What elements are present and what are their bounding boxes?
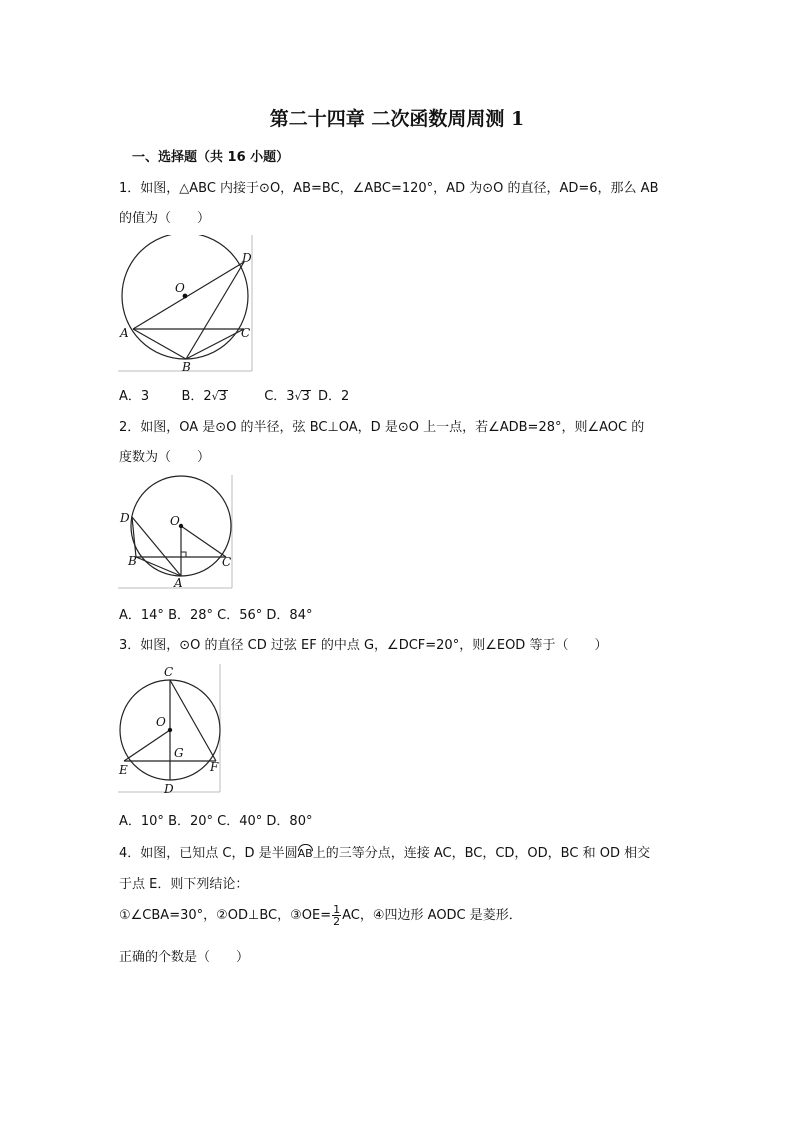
q1-label-b: B bbox=[182, 360, 191, 374]
q2-stem-line2: 度数为（ ） bbox=[119, 450, 211, 465]
q2-options: A．14° B．28° C．56° D．84° bbox=[119, 608, 313, 623]
q2-label-b: B bbox=[128, 554, 137, 568]
q3-center-point bbox=[168, 728, 172, 732]
q1-options bbox=[119, 385, 349, 404]
q1-label-o: O bbox=[175, 281, 185, 295]
q1-figure bbox=[118, 235, 258, 379]
q4-fraction: $\frac{1}{2}$ bbox=[333, 903, 341, 928]
q1-stem-line2: 的值为（ ） bbox=[119, 211, 211, 226]
q1-label-c: C bbox=[241, 326, 251, 340]
q1-stem-line1: 1．如图，△ABC 内接于⊙O，AB=BC，∠ABC=120°，AD 为⊙O 的直径，AD=6，那么 AB bbox=[119, 181, 659, 196]
q3-label-f: F bbox=[210, 760, 219, 774]
q3-label-g: G bbox=[174, 746, 184, 760]
q3-label-c: C bbox=[164, 665, 174, 679]
q3-label-d: D bbox=[164, 782, 174, 796]
q4-statements: ①∠CBA=30°，②OD⊥BC，③OE= $\frac{1}{2}$ AC，④四边形 AODC 是菱形． bbox=[119, 903, 522, 928]
q2-chord-ba bbox=[136, 557, 181, 576]
q1-label-d: D bbox=[242, 251, 252, 265]
q1-option-d: D．2 bbox=[318, 389, 350, 404]
q1-chord-ab bbox=[133, 329, 186, 359]
q3-stem: 3．如图，⊙O 的直径 CD 过弦 EF 的中点 G，∠DCF=20°，则∠EOD 等于（ ） bbox=[119, 638, 608, 653]
q4-arc-ab: AB bbox=[297, 847, 313, 860]
q2-label-d: D bbox=[120, 511, 130, 525]
q2-figure bbox=[118, 475, 238, 595]
q2-label-o: O bbox=[170, 514, 180, 528]
page-title: 第二十四章 二次函数周周测 1 bbox=[269, 108, 525, 130]
q3-figure bbox=[118, 664, 228, 800]
q1-label-a: A bbox=[120, 326, 129, 340]
q1-option-a: A．3 bbox=[119, 389, 150, 404]
q3-options: A．10° B．20° C．40° D．80° bbox=[119, 814, 313, 829]
q1-option-c: C．3√3 bbox=[264, 389, 310, 404]
q3-radius-oe bbox=[124, 730, 170, 761]
q2-label-c: C bbox=[222, 555, 232, 569]
q3-label-e: E bbox=[119, 763, 128, 777]
q2-label-a: A bbox=[174, 576, 183, 590]
q2-right-angle-mark bbox=[181, 552, 186, 557]
section-heading: 一、选择题（共 16 小题） bbox=[132, 150, 290, 165]
q3-label-o: O bbox=[156, 715, 166, 729]
q1-option-c-radicand: 3 bbox=[301, 389, 310, 404]
q4-stem-line2: 于点 E．则下列结论： bbox=[119, 877, 249, 892]
q1-diameter-ad bbox=[133, 262, 244, 329]
q2-stem-line1: 2．如图，OA 是⊙O 的半径，弦 BC⊥OA，D 是⊙O 上一点，若∠ADB=28°，则∠AOC 的 bbox=[119, 420, 645, 435]
q4-question: 正确的个数是（ ） bbox=[119, 950, 250, 965]
q1-option-b-radicand: 3 bbox=[218, 389, 227, 404]
q1-option-b: B．2√3 bbox=[181, 389, 227, 404]
q4-stem-line1: 4．如图，已知点 C，D 是半圆AB上的三等分点，连接 AC，BC，CD，OD，BC 和 OD 相交 bbox=[119, 846, 651, 861]
q2-radius-oc bbox=[181, 526, 226, 557]
